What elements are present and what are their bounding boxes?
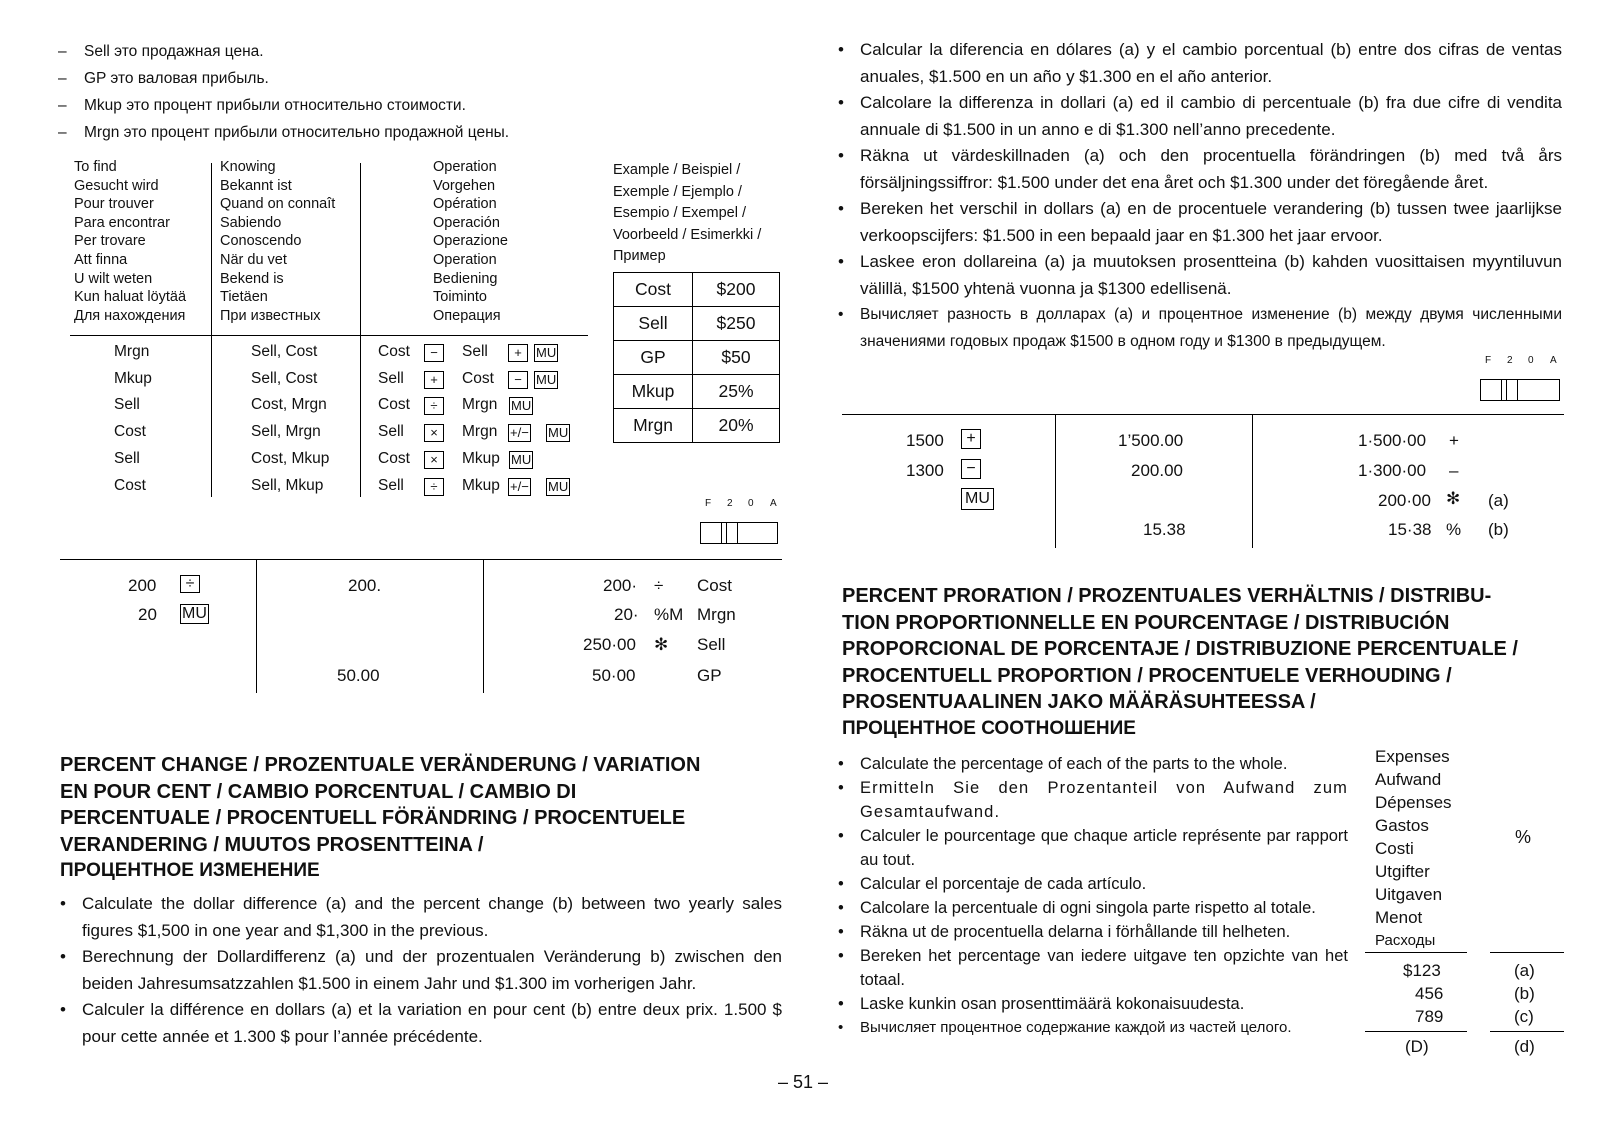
operation-key: ÷ (424, 478, 444, 496)
example-row (614, 307, 780, 341)
knowing-cell: Sell, Mkup (251, 476, 324, 494)
bullet-item: • Calcolare la percentuale di ogni singola parte rispetto al totale. (838, 896, 1348, 920)
operation-operand: Mrgn (462, 396, 498, 414)
print-label: (b) (1488, 520, 1509, 539)
operation-key: +/− (510, 478, 529, 494)
print-symbol: – (1449, 461, 1459, 480)
dash-item: – Mrgn это процент прибыли относительно продажной цены. (58, 119, 509, 146)
calc-display: 200.00 (1131, 461, 1183, 480)
find-cell: Sell (114, 449, 140, 467)
knowing-cell: Sell, Cost (251, 343, 318, 360)
calc-display: 200. (348, 576, 382, 595)
divide-key: ÷ (180, 575, 200, 593)
knowing-cell: Sell, Mrgn (251, 423, 321, 441)
find-cell: Mrgn (114, 343, 150, 360)
print-label: Cost (697, 576, 732, 595)
example-key: Mrgn (614, 409, 693, 443)
print-value: 20· (614, 605, 639, 624)
bullet-item: • Räkna ut värdeskillnaden (a) och den procentuella förändringen (b) med två års försäljningssiffror: $1.500 under det ena året och $1.300 under det föregående året. (838, 143, 1562, 196)
calc-input-number: 200 (128, 576, 157, 595)
print-value: 200· (603, 576, 638, 595)
bullet-item: • Calculer le pourcentage que chaque article représente par rapport au tout. (838, 824, 1348, 872)
total-letter: (d) (1514, 1037, 1535, 1056)
find-cell: Sell (114, 396, 140, 414)
bullet-item: • Räkna ut de procentuella delarna i förhållande till helheten. (838, 920, 1348, 944)
operation-operand: Cost (378, 449, 410, 467)
example-key: Sell (614, 307, 693, 341)
example-label: Example / Beispiel / Exemple / Ejemplo / Esempio / Exempel / Voorbeeld / Esimerkki / Пример (613, 162, 762, 264)
example-key: GP (614, 341, 693, 375)
example-box (613, 272, 780, 443)
percent-change-bullets-2 (838, 37, 1562, 355)
page-number: – 51 – (778, 1072, 829, 1092)
dash-item: – GP это валовая прибыль. (58, 65, 509, 92)
operation-key: ÷ (424, 397, 444, 415)
bullet-item: • Berechnung der Dollardifferenz (a) und der prozentualen Veränderung b) zwischen den beiden Jahresumsatzzahlen $1.500 in einem Jahr und $1.300 im vorherigen Jahr. (60, 944, 782, 997)
operation-key: MU (511, 398, 532, 414)
example-value: $200 (693, 273, 780, 307)
bullet-item: • Calculate the percentage of each of the parts to the whole. (838, 752, 1348, 776)
operation-key: × (424, 424, 444, 442)
expense-letter: (c) (1514, 1007, 1534, 1026)
dash-item: – Mkup это процент прибыли относительно стоимости. (58, 92, 509, 119)
calc-display: 50.00 (337, 666, 380, 685)
knowing-header: Knowing Bekannt ist Quand on connaît Sabiendo Conoscendo När du vet Bekend is Tietäen При известных (220, 159, 336, 324)
print-symbol: ✻ (1446, 489, 1461, 508)
print-label: GP (697, 666, 722, 685)
section-title-percent-proration: PERCENT PRORATION / PROZENTUALES VERHÄLTNIS / DISTRIBU- TION PROPORTIONNELLE EN POURCENTAGE / DISTRIBUCIÓN PROPORCIONAL DE PORCENTAJE / DISTRIBUZIONE PERCENTUALE / PROCENTUELL PROPORTION / PROCENTUELE VERHOUDING / PROSENTUAALINEN JAKO MÄÄRÄSUHTEESSA / ПРОЦЕНТНОЕ СООТНОШЕНИЕ (842, 585, 1518, 739)
print-label: (a) (1488, 491, 1509, 510)
operation-operand: Sell (462, 343, 488, 360)
expense-value: $123 (1403, 961, 1441, 980)
print-label: Mrgn (697, 605, 736, 624)
operation-key: + (424, 371, 444, 389)
operation-operand: Mkup (462, 449, 500, 467)
calc-display: 15.38 (1143, 520, 1186, 539)
bullet-item: • Laskee eron dollareina (a) ja muutoksen prosentteina (b) kahden vuosittaisen myyntiluvun välillä, $1500 yhtenä vuonna ja $1300 edellisenä. (838, 249, 1562, 302)
calc-divider (1252, 414, 1253, 548)
bullet-item: • Calculer la différence en dollars (a) et la variation en pour cent (b) entre deux prix. 1.500 $ pour cette année et 1.300 $ pour l’année précédente. (60, 997, 782, 1050)
table-divider (70, 335, 588, 336)
operation-key: − (424, 344, 444, 362)
bullet-item: • Calcolare la differenza in dollari (a) ed il cambio di percentuale (b) fra due cifre di vendita annuale di $1.500 in un anno e di $1.300 nell’anno precedente. (838, 90, 1562, 143)
expenses-rule (1490, 1031, 1564, 1032)
operation-operand: Cost (378, 343, 410, 360)
calc-input-number: 1500 (906, 431, 944, 450)
calc-display: 1’500.00 (1118, 431, 1184, 450)
bullet-item: • Bereken het verschil in dollars (a) en de procentuele verandering (b) tussen twee jaarlijkse verkoopscijfers: $1.500 in een bepaald jaar en $1.300 het jaar ervoor. (838, 196, 1562, 249)
example-row (614, 409, 780, 443)
knowing-cell: Sell, Cost (251, 369, 318, 387)
percent-header: % (1515, 827, 1532, 847)
find-cell: Cost (114, 476, 146, 494)
calc-divider (483, 559, 484, 693)
operation-key: MU (511, 451, 532, 467)
example-row (614, 341, 780, 375)
example-key: Mkup (614, 375, 693, 409)
find-cell: Mkup (114, 369, 152, 387)
bullet-item: • Ermitteln Sie den Prozentanteil von Aufwand zum Gesamtaufwand. (838, 776, 1348, 824)
table-divider (360, 163, 361, 497)
example-value: 20% (693, 409, 780, 443)
operation-key: × (424, 451, 444, 469)
example-value: 25% (693, 375, 780, 409)
operation-operand: Cost (378, 396, 410, 414)
operation-operand: Sell (378, 369, 404, 387)
operation-operand: Mkup (462, 476, 500, 494)
to-find-header: To find Gesucht wird Pour trouver Para encontrar Per trovare Att finna U wilt weten Kun haluat löytää Для нахождения (74, 159, 187, 324)
operation-key: MU (536, 345, 557, 360)
expenses-labels: Expenses Aufwand Dépenses Gastos Costi Utgifter Uitgaven Menot Расходы (1375, 747, 1452, 949)
print-value: 1·500·00 (1358, 431, 1427, 450)
operation-operand: Sell (378, 423, 404, 441)
calc-input-number: 20 (138, 605, 157, 624)
expenses-rule (1365, 952, 1467, 953)
print-label: Sell (697, 635, 726, 654)
calc-input-number: 1300 (906, 461, 944, 480)
mode-switch: F 2 0 A (700, 498, 782, 548)
operation-key: MU (548, 425, 569, 441)
total-label: (D) (1405, 1037, 1429, 1056)
mode-switch: F 2 0 A (1480, 355, 1562, 405)
print-symbol: %M (654, 605, 684, 624)
bullet-item: • Calcular la diferencia en dólares (a) y el cambio porcentual (b) entre dos cifras de ventas anuales, $1.500 en un año y $1.300 en el año anterior. (838, 37, 1562, 90)
operation-header: Operation Vorgehen Opération Operación Operazione Operation Bediening Toiminto Операция (433, 159, 508, 324)
example-key: Cost (614, 273, 693, 307)
plus-key: + (961, 429, 981, 449)
bullet-item: • Calcular el porcentaje de cada artículo. (838, 872, 1348, 896)
knowing-cell: Cost, Mrgn (251, 396, 327, 414)
calc-divider (1055, 414, 1056, 548)
dash-item: – Sell это продажная цена. (58, 38, 509, 65)
mu-key: MU (182, 604, 207, 622)
operation-key: − (508, 371, 528, 389)
table-divider (211, 163, 212, 497)
print-value: 50·00 (592, 666, 636, 685)
print-value: 250·00 (583, 635, 636, 654)
print-symbol: % (1446, 520, 1462, 539)
expense-value: 789 (1415, 1007, 1444, 1026)
bullet-item: • Laske kunkin osan prosenttimäärä kokonaisuudesta. (838, 992, 1348, 1016)
calc-rule (60, 559, 782, 560)
expense-letter: (a) (1514, 961, 1535, 980)
percent-change-bullets (60, 891, 782, 1050)
example-value: $250 (693, 307, 780, 341)
bullet-item: • Вычисляет разность в долларах (a) и процентное изменение (b) между двумя численными значениями годовых продаж $1500 в одном году и $1300 в предыдущем. (838, 302, 1562, 355)
example-row (614, 273, 780, 307)
knowing-cell: Cost, Mkup (251, 449, 330, 467)
example-value: $50 (693, 341, 780, 375)
print-symbol: ✻ (654, 635, 669, 654)
expenses-rule (1365, 1031, 1467, 1032)
operation-key: +/− (510, 425, 529, 441)
print-value: 15·38 (1388, 520, 1432, 539)
operation-key: MU (536, 371, 557, 387)
print-value: 1·300·00 (1358, 461, 1427, 480)
bullet-item: • Bereken het percentage van iedere uitgave ten opzichte van het totaal. (838, 944, 1348, 992)
bullet-item: • Вычисляет процентное содержание каждой из частей целого. (838, 1016, 1348, 1040)
print-symbol: ÷ (654, 576, 664, 595)
expense-letter: (b) (1514, 984, 1535, 1003)
proration-bullets (838, 752, 1348, 1040)
calc-rule (842, 414, 1564, 415)
find-cell: Cost (114, 423, 146, 441)
expenses-rule (1490, 952, 1564, 953)
operation-operand: Mrgn (462, 423, 498, 441)
section-title-percent-change: PERCENT CHANGE / PROZENTUALE VERÄNDERUNG / VARIATION EN POUR CENT / CAMBIO PORCENTUAL / CAMBIO DI PERCENTUALE / PROCENTUELL FÖRÄNDRING / PROCENTUELE VERANDERING / MUUTOS PROSENTTEINA / ПРОЦЕНТНОЕ ИЗМЕНЕНИЕ (60, 754, 701, 881)
print-value: 200·00 (1378, 491, 1431, 510)
operation-key: + (508, 344, 528, 362)
operation-key: MU (548, 478, 569, 494)
operation-operand: Sell (378, 476, 404, 494)
print-symbol: + (1449, 431, 1459, 450)
expense-value: 456 (1415, 984, 1444, 1003)
bullet-item: • Calculate the dollar difference (a) and the percent change (b) between two yearly sales figures $1,500 in one year and $1,300 in the previous. (60, 891, 782, 944)
example-row (614, 375, 780, 409)
mu-key: MU (961, 488, 994, 510)
operation-operand: Cost (462, 369, 494, 387)
minus-key: − (961, 459, 981, 479)
calc-divider (256, 559, 257, 693)
